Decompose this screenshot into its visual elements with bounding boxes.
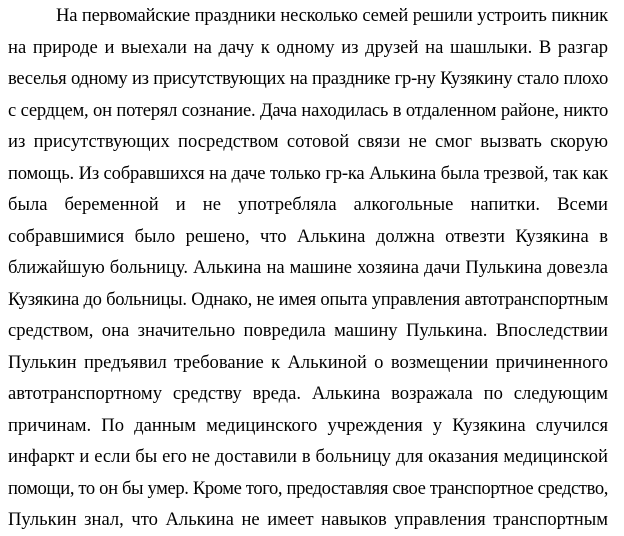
document-page bbox=[8, 0, 608, 536]
text-line: На первомайские праздники несколько семей решили устроить пикник bbox=[56, 5, 608, 26]
text-line: помощь. Из собравшихся на даче только гр-ка Алькина была трезвой, так как bbox=[8, 162, 608, 184]
text-line: автотранспортному средству вреда. Алькина возражала по следующим bbox=[8, 383, 608, 404]
text-line: из присутствующих посредством сотовой связи не смог вызвать скорую bbox=[8, 131, 608, 152]
text-line: на природе и выехали на дачу к одному из друзей на шашлыки. В разгар bbox=[8, 36, 608, 58]
text-line: причинам. По данным медицинского учреждения у Кузякина случился bbox=[8, 414, 608, 436]
text-line: Пулькин знал, что Алькина не имеет навыков управления транспортным bbox=[8, 509, 608, 530]
text-line: была беременной и не употребляла алкогольные напитки. Всеми bbox=[8, 194, 608, 215]
text-line: средством, она значительно повредила машину Пулькина. Впоследствии bbox=[8, 320, 608, 341]
text-line: Пулькин предъявил требование к Алькиной о возмещении причиненного bbox=[8, 351, 608, 373]
text-line: с сердцем, он потерял сознание. Дача находилась в отдаленном районе, никто bbox=[8, 99, 608, 121]
text-line: ближайшую больницу. Алькина на машине хозяина дачи Пулькина довезла bbox=[8, 257, 608, 278]
text-line: инфаркт и если бы его не доставили в больницу для оказания медицинской bbox=[8, 446, 608, 467]
text-line: помощи, то он бы умер. Кроме того, предоставляя свое транспортное средство, bbox=[8, 477, 608, 499]
text-line: веселья одному из присутствующих на празднике гр-ну Кузякину стало плохо bbox=[8, 68, 608, 89]
text-line: Кузякина до больницы. Однако, не имея опыта управления автотранспортным bbox=[8, 288, 608, 310]
text-line: собравшимися было решено, что Алькина должна отвезти Кузякина в bbox=[8, 225, 608, 247]
